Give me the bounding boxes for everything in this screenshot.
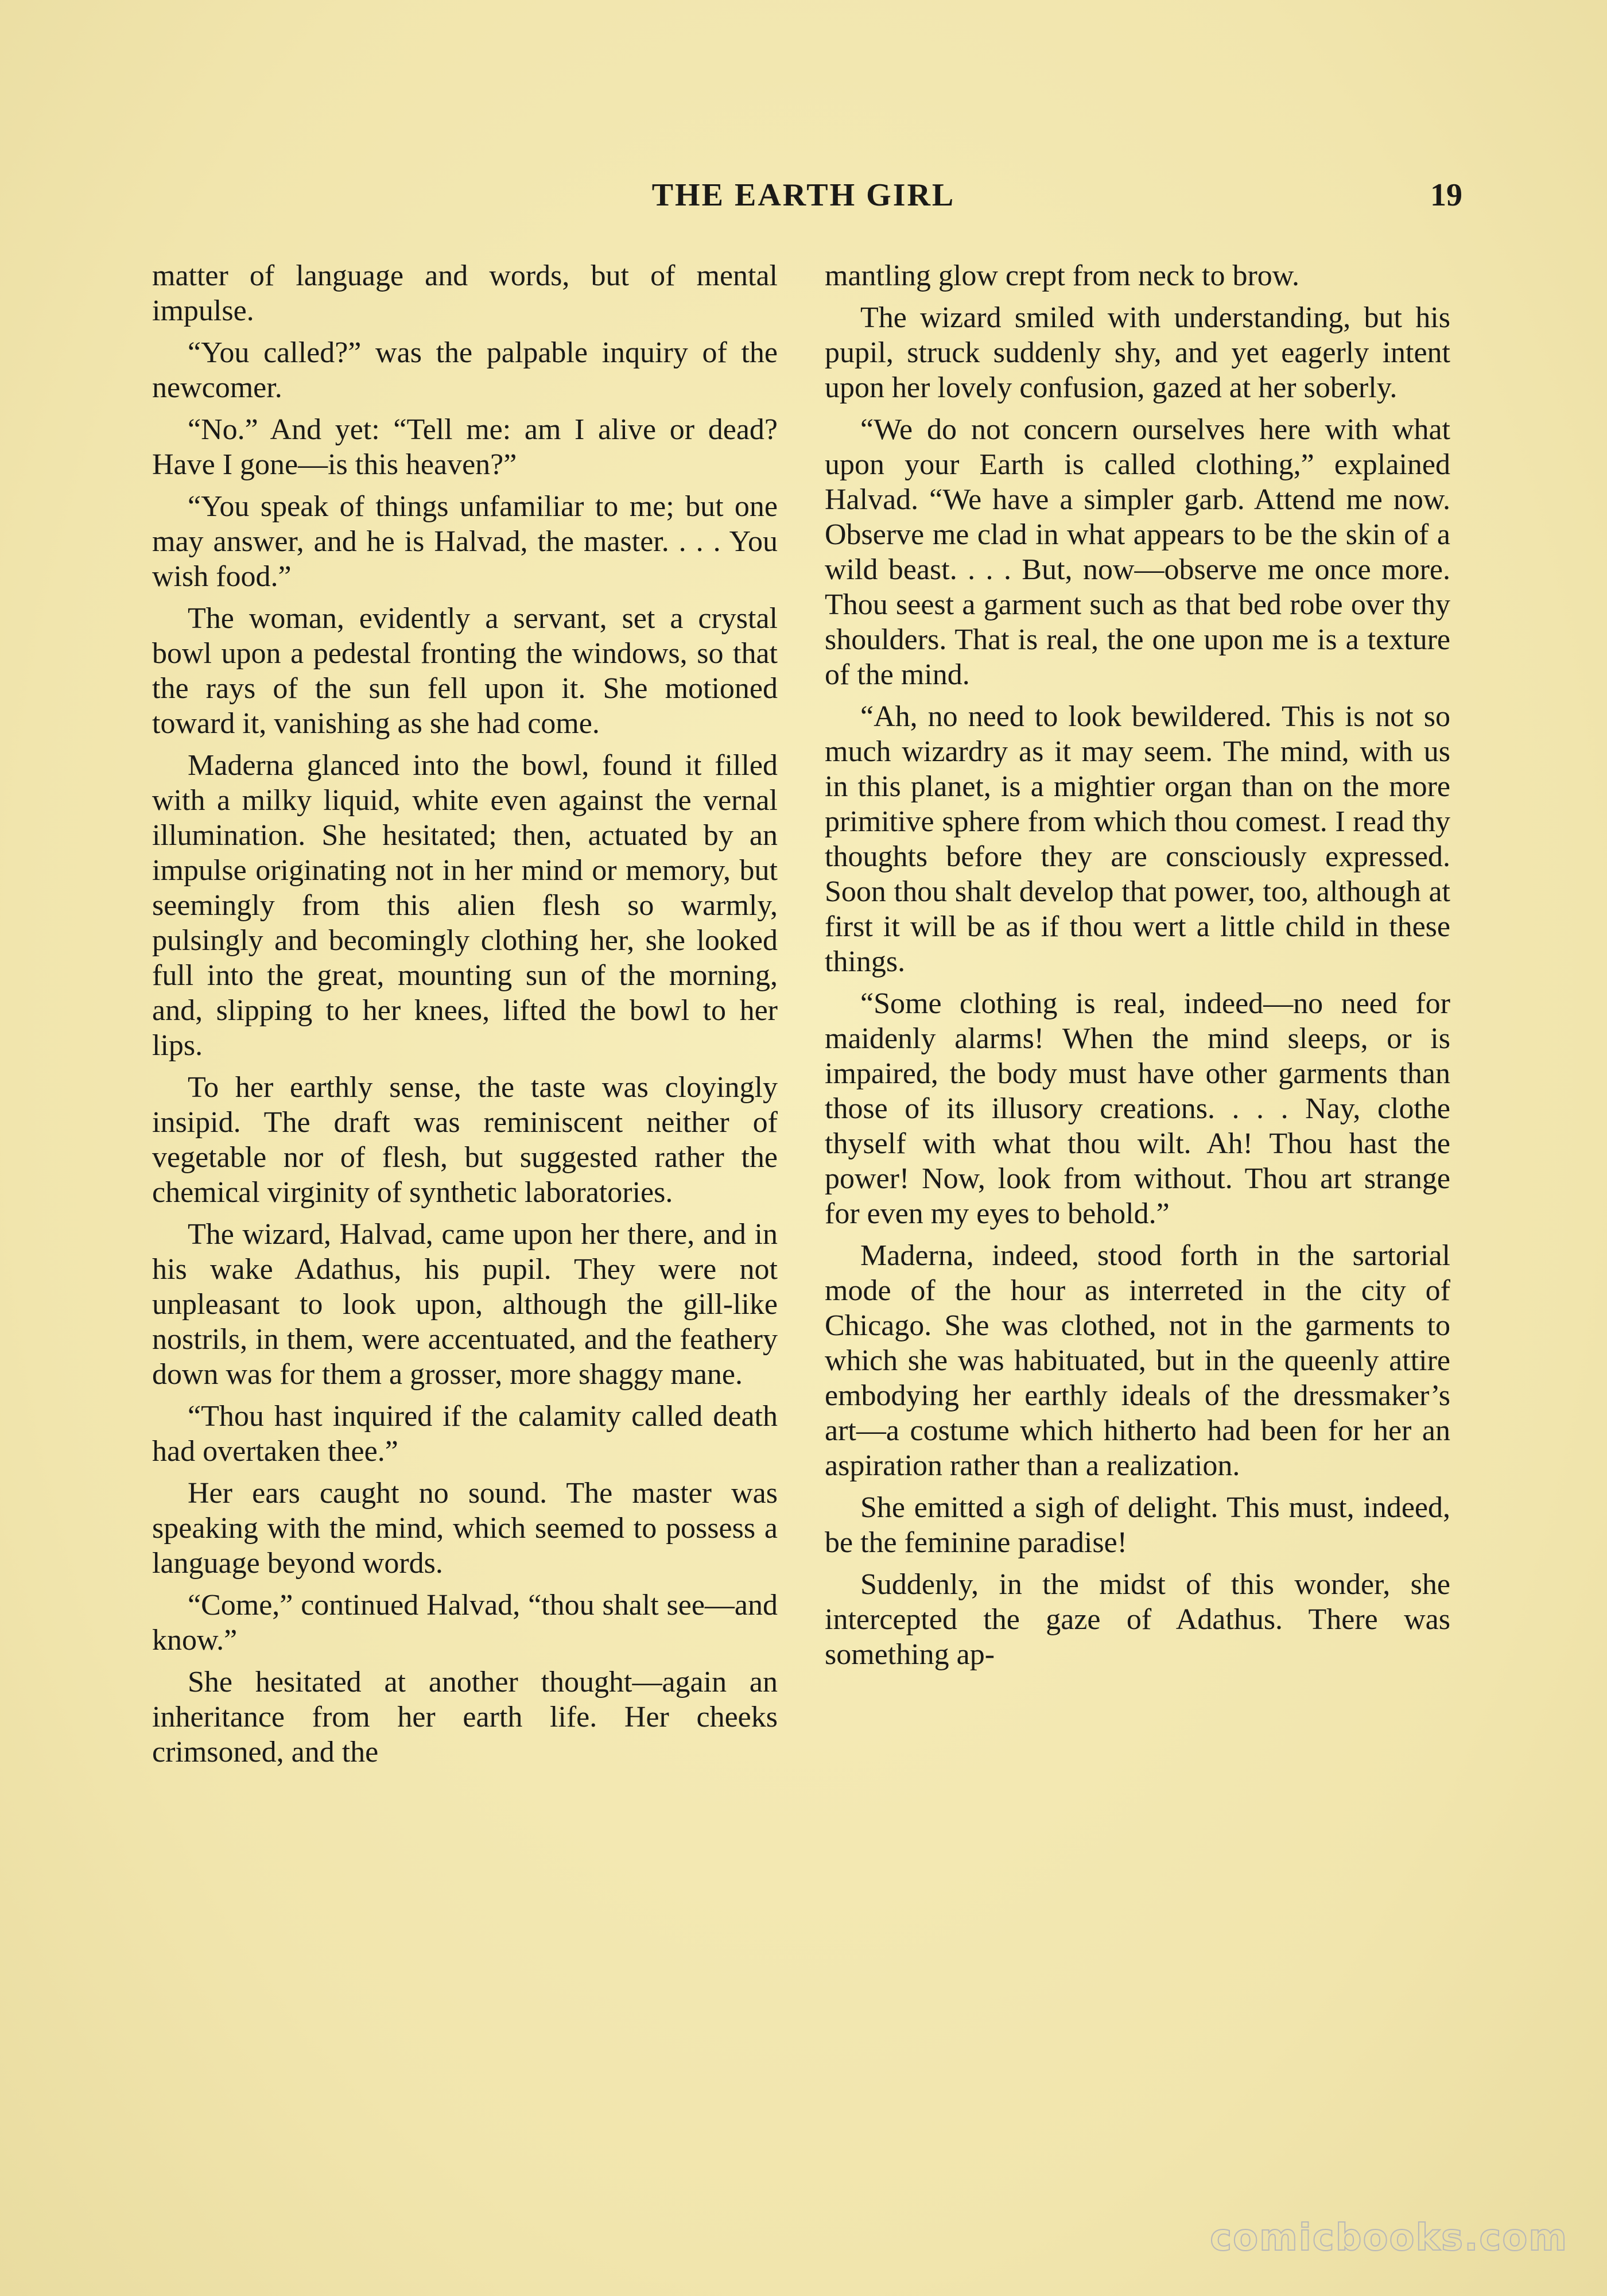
paragraph: matter of language and words, but of mental impulse. (152, 259, 778, 327)
paragraph: Maderna glanced into the bowl, found it filled with a milky liquid, white even against the vernal illumination. She hesitated; then, actuated by an impulse originating not in her mind or memory, but seemingly from this alien flesh so warmly, pulsingly and becomingly clothing her, she looked full into the great, mounting sun of the morning, and, slipping to her knees, lifted the bowl to her lips. (152, 749, 778, 1062)
paragraph: She emitted a sigh of delight. This must, indeed, be the feminine paradise! (825, 1491, 1450, 1559)
paragraph: “You speak of things unfamiliar to me; but one may answer, and he is Halvad, the master. . . . You wish food.” (152, 490, 778, 593)
paragraph: Maderna, indeed, stood forth in the sartorial mode of the hour as interreted in the city of Chicago. She was clothed, not in the garments to which she was habituated, but in the queenly attire embodying her earthly ideals of the dressmaker’s art—a costume which hitherto had been for her an aspiration rather than a realization. (825, 1239, 1450, 1482)
left-column (152, 258, 778, 1777)
paragraph: The wizard, Halvad, came upon her there, and in his wake Adathus, his pupil. They were not unpleasant to look upon, although the gill-like nostrils, in them, were accentuated, and the feathery down was for them a grosser, more shaggy mane. (152, 1218, 778, 1391)
paragraph: “Some clothing is real, indeed—no need for maidenly alarms! When the mind sleeps, or is impaired, the body must have other garments than those of its illusory creations. . . . Nay, clothe thyself with what thou wilt. Ah! Thou hast the power! Now, look from without. Thou art strange for even my eyes to behold.” (825, 987, 1450, 1230)
right-column (825, 258, 1450, 1679)
paragraph: The wizard smiled with understanding, but his pupil, struck suddenly shy, and yet eagerly intent upon her lovely confusion, gazed at her soberly. (825, 301, 1450, 404)
paragraph: “We do not concern ourselves here with what upon your Earth is called clothing,” explained Halvad. “We have a simpler garb. Attend me now. Observe me clad in what appears to be the skin of a wild beast. . . . But, now—observe me once more. Thou seest a garment such as that bed robe over thy shoulders. That is real, the one upon me is a texture of the mind. (825, 413, 1450, 691)
paragraph: “Ah, no need to look bewildered. This is not so much wizardry as it may seem. The mind, with us in this planet, is a mightier organ than on the more primitive sphere from which thou comest. I read thy thoughts before they are consciously expressed. Soon thou shalt develop that power, too, although at first it will be as if thou wert a little child in these things. (825, 700, 1450, 978)
watermark-logo: comicbooks.com (1210, 2217, 1568, 2259)
paragraph: “Come,” continued Halvad, “thou shalt see—and know.” (152, 1589, 778, 1657)
running-title: THE EARTH GIRL (651, 177, 956, 213)
paragraph: Suddenly, in the midst of this wonder, she intercepted the gaze of Adathus. There was something ap- (825, 1568, 1450, 1671)
paragraph: mantling glow crept from neck to brow. (825, 259, 1299, 292)
paragraph: To her earthly sense, the taste was cloyingly insipid. The draft was reminiscent neither of vegetable nor of flesh, but suggested rather the chemical virginity of synthetic laboratories. (152, 1071, 778, 1209)
paragraph: “You called?” was the palpable inquiry of the newcomer. (152, 336, 778, 404)
page-number: 19 (1430, 177, 1462, 213)
paragraph: “Thou hast inquired if the calamity called death had overtaken thee.” (152, 1400, 778, 1468)
paragraph: She hesitated at another thought—again an inheritance from her earth life. Her cheeks crimsoned, and the (152, 1666, 778, 1768)
paragraph: “No.” And yet: “Tell me: am I alive or dead? Have I gone—is this heaven?” (152, 413, 778, 481)
paragraph: Her ears caught no sound. The master was speaking with the mind, which seemed to possess a language beyond words. (152, 1477, 778, 1580)
paragraph: The woman, evidently a servant, set a crystal bowl upon a pedestal fronting the windows, so that the rays of the sun fell upon it. She motioned toward it, vanishing as she had come. (152, 602, 778, 740)
